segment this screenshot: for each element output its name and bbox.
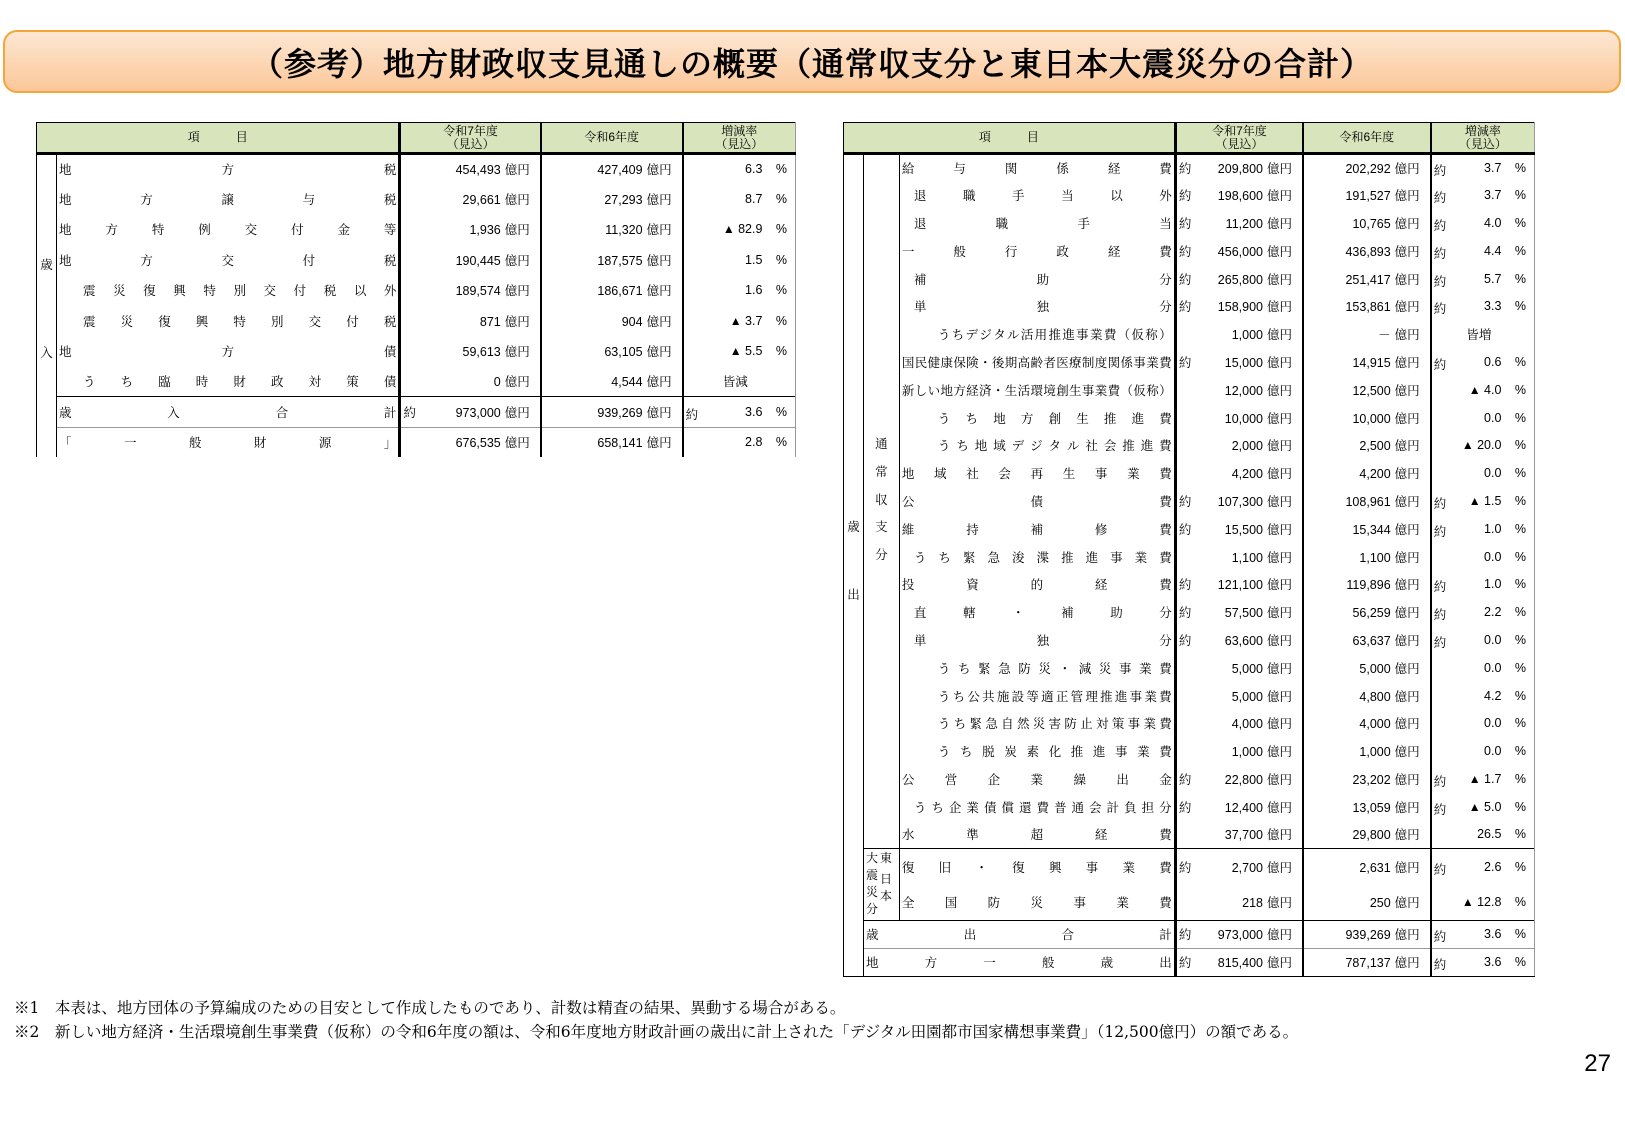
revenue-total-row — [37, 397, 796, 427]
item-label: 単 独 分 — [899, 626, 1175, 654]
header-item: 項 目 — [844, 123, 1176, 154]
table-row — [844, 209, 1535, 237]
rate-cell: 約 3.6 % — [1431, 948, 1535, 976]
r6-value: 4,544 億円 — [541, 366, 683, 396]
rate-cell: ▲ 12.8 % — [1431, 884, 1535, 920]
table-row — [844, 765, 1535, 793]
r7-value: 約 158,900 億円 — [1175, 292, 1303, 320]
table-row — [844, 237, 1535, 265]
r6-value: 4,800 億円 — [1303, 682, 1431, 710]
r7-value: 12,000 億円 — [1175, 376, 1303, 404]
r6-value: 14,915 億円 — [1303, 348, 1431, 376]
footnote-2: ※2 新しい地方経済・生活環境創生事業費（仮称）の令和6年度の額は、令和6年度地方財政計画の歳出に計上された「デジタル田園都市国家構想事業費」（12,500億円）の額である。 — [14, 1023, 1299, 1041]
r6-value: 2,500 億円 — [1303, 431, 1431, 459]
expenditure-section-label: 歳 出 — [844, 154, 864, 977]
r7-value: 59,613 億円 — [400, 336, 541, 366]
earthquake-budget-label: 大 震 災 分 東 日 本 — [863, 848, 899, 920]
table-row — [844, 682, 1535, 710]
table-row — [844, 487, 1535, 515]
table-row — [844, 737, 1535, 765]
item-label: 地 域 社 会 再 生 事 業 費 — [899, 459, 1175, 487]
rate-cell: 約 ▲ 5.0 % — [1431, 793, 1535, 821]
revenue-table — [36, 122, 796, 457]
rate-cell: 約 0.6 % — [1431, 348, 1535, 376]
r7-value: 190,445 億円 — [400, 245, 541, 275]
item-label: 地 方 交 付 税 — [56, 245, 399, 275]
rate-cell: 2.8 % — [683, 427, 796, 457]
item-label: 「 一 般 財 源 」 — [56, 427, 399, 457]
table-row — [844, 431, 1535, 459]
item-label: 震 災 復 興 特 別 交 付 税 — [56, 305, 399, 335]
rate-cell: 0.0 % — [1431, 404, 1535, 432]
r6-value: 10,000 億円 — [1303, 404, 1431, 432]
decrease-triangle-icon: ▲ — [1461, 438, 1478, 453]
r7-value: 約 107,300 億円 — [1175, 487, 1303, 515]
page-title: （参考）地方財政収支見通しの概要（通常収支分と東日本大震災分の合計） — [250, 44, 1373, 83]
rate-cell: 約 2.6 % — [1431, 848, 1535, 884]
r6-value: 4,200 億円 — [1303, 459, 1431, 487]
item-label: う ち 臨 時 財 政 対 策 債 — [56, 366, 399, 396]
r6-value: 119,896 億円 — [1303, 570, 1431, 598]
decrease-triangle-icon: ▲ — [1468, 771, 1485, 786]
table-row — [844, 181, 1535, 209]
regular-budget-label: 通 常 収 支 分 — [863, 154, 899, 849]
item-label: う ち 地 域 デ ジ タ ル 社 会 推 進 費 — [899, 431, 1175, 459]
r7-value: 約 12,400 億円 — [1175, 793, 1303, 821]
footnote-1: ※1 本表は、地方団体の予算編成のための目安として作成したものであり、計数は精査の結果、異動する場合がある。 — [14, 999, 846, 1017]
r7-value: 約 11,200 億円 — [1175, 209, 1303, 237]
table-row — [37, 154, 796, 184]
rate-cell: ▲ 3.7 % — [683, 305, 796, 335]
item-label: う ち 企 業 債 償 還 費 普 通 会 計 負 担 分 — [899, 793, 1175, 821]
item-label: う ち 公 共 施 設 等 適 正 管 理 推 進 事 業 費 — [899, 682, 1175, 710]
item-label: 公 営 企 業 繰 出 金 — [899, 765, 1175, 793]
table-row — [844, 543, 1535, 571]
item-label: う ち 緊 急 浚 渫 推 進 事 業 費 — [899, 543, 1175, 571]
rate-cell: 皆増 — [1431, 320, 1535, 348]
rate-cell: 約 3.6 % — [683, 397, 796, 427]
r7-value: 約 22,800 億円 — [1175, 765, 1303, 793]
header-r6: 令和6年度 — [1303, 123, 1431, 154]
r6-value: 202,292 億円 — [1303, 154, 1431, 182]
revenue-header-row — [37, 123, 796, 154]
r7-value: 1,100 億円 — [1175, 543, 1303, 571]
revenue-general-row — [37, 427, 796, 457]
table-row — [844, 821, 1535, 849]
rate-cell: 4.2 % — [1431, 682, 1535, 710]
item-label: 新 し い 地 方 経 済 ・ 生 活 環 境 創 生 事 業 費 （ 仮 称 ） — [899, 376, 1175, 404]
header-rate: 増減率 （見込） — [683, 123, 796, 154]
rate-cell: 約 3.6 % — [1431, 920, 1535, 948]
expenditure-table — [843, 122, 1535, 977]
item-label: 退 職 手 当 以 外 — [899, 181, 1175, 209]
r7-value: 676,535 億円 — [400, 427, 541, 457]
rate-cell: ▲ 20.0 % — [1431, 431, 1535, 459]
table-row — [844, 598, 1535, 626]
r6-value: 1,100 億円 — [1303, 543, 1431, 571]
item-label: う ち 脱 炭 素 化 推 進 事 業 費 — [899, 737, 1175, 765]
rate-cell: ▲ 5.5 % — [683, 336, 796, 366]
r6-value: 251,417 億円 — [1303, 265, 1431, 293]
item-label: 地 方 譲 与 税 — [56, 184, 399, 214]
rate-cell: 約 ▲ 1.7 % — [1431, 765, 1535, 793]
rate-cell: 26.5 % — [1431, 821, 1535, 849]
rate-cell: 約 1.0 % — [1431, 515, 1535, 543]
r6-value: － 億円 — [1303, 320, 1431, 348]
table-row — [844, 320, 1535, 348]
rate-cell: 約 3.3 % — [1431, 292, 1535, 320]
item-label: 維 持 補 修 費 — [899, 515, 1175, 543]
rate-cell: 0.0 % — [1431, 737, 1535, 765]
r6-value: 436,893 億円 — [1303, 237, 1431, 265]
item-label: 復 旧 ・ 復 興 事 業 費 — [899, 848, 1175, 884]
item-label: 直 轄 ・ 補 助 分 — [899, 598, 1175, 626]
rate-cell: 8.7 % — [683, 184, 796, 214]
table-row — [844, 626, 1535, 654]
item-label: 地 方 一 般 歳 出 — [863, 948, 1175, 976]
item-label: 歳 出 合 計 — [863, 920, 1175, 948]
rate-cell: 約 3.7 % — [1431, 181, 1535, 209]
r6-value: 27,293 億円 — [541, 184, 683, 214]
item-label: 退 職 手 当 — [899, 209, 1175, 237]
rate-cell: 0.0 % — [1431, 654, 1535, 682]
decrease-triangle-icon: ▲ — [1468, 799, 1485, 814]
r7-value: 0 億円 — [400, 366, 541, 396]
table-row — [37, 214, 796, 244]
header-rate: 増減率 （見込） — [1431, 123, 1535, 154]
r7-value: 1,936 億円 — [400, 214, 541, 244]
table-row — [37, 275, 796, 305]
table-row — [844, 654, 1535, 682]
header-r7: 令和7年度 （見込） — [400, 123, 541, 154]
table-row — [844, 154, 1535, 182]
rate-cell: 6.3 % — [683, 154, 796, 184]
table-row — [37, 305, 796, 335]
table-row — [844, 848, 1535, 884]
page-number: 27 — [1584, 1050, 1611, 1077]
expenditure-header-row — [844, 123, 1535, 154]
r6-value: 427,409 億円 — [541, 154, 683, 184]
item-label: 単 独 分 — [899, 292, 1175, 320]
rate-cell: 約 1.0 % — [1431, 570, 1535, 598]
spacer — [37, 397, 57, 427]
r7-value: 1,000 億円 — [1175, 737, 1303, 765]
r7-value: 10,000 億円 — [1175, 404, 1303, 432]
rate-cell: 0.0 % — [1431, 543, 1535, 571]
r7-value: 約 209,800 億円 — [1175, 154, 1303, 182]
item-label: 補 助 分 — [899, 265, 1175, 293]
r6-value: 15,344 億円 — [1303, 515, 1431, 543]
item-label: 地 方 特 例 交 付 金 等 — [56, 214, 399, 244]
revenue-section-label: 歳 入 — [37, 154, 57, 397]
rate-cell: 皆減 — [683, 366, 796, 396]
rate-cell: 1.5 % — [683, 245, 796, 275]
table-row — [844, 404, 1535, 432]
r7-value: 5,000 億円 — [1175, 654, 1303, 682]
r6-value: 23,202 億円 — [1303, 765, 1431, 793]
r6-value: 939,269 億円 — [541, 397, 683, 427]
decrease-triangle-icon: ▲ — [729, 313, 746, 328]
r7-value: 約 456,000 億円 — [1175, 237, 1303, 265]
r6-value: 658,141 億円 — [541, 427, 683, 457]
r6-value: 2,631 億円 — [1303, 848, 1431, 884]
table-row — [37, 366, 796, 396]
expenditure-total-row — [844, 920, 1535, 948]
table-row — [844, 884, 1535, 920]
item-label: 水 準 超 経 費 — [899, 821, 1175, 849]
r6-value: 250 億円 — [1303, 884, 1431, 920]
r6-value: 1,000 億円 — [1303, 737, 1431, 765]
title-banner — [3, 30, 1621, 93]
item-label: う ち 緊 急 防 災 ・ 減 災 事 業 費 — [899, 654, 1175, 682]
r7-value: 約 973,000 億円 — [1175, 920, 1303, 948]
item-label: 投 資 的 経 費 — [899, 570, 1175, 598]
r7-value: 4,200 億円 — [1175, 459, 1303, 487]
decrease-triangle-icon: ▲ — [729, 344, 746, 359]
item-label: 一 般 行 政 経 費 — [899, 237, 1175, 265]
r7-value: 約 15,500 億円 — [1175, 515, 1303, 543]
item-label: 国 民 健 康 保 険 ・ 後 期 高 齢 者 医 療 制 度 関 係 事 業 費 — [899, 348, 1175, 376]
item-label: 地 方 債 — [56, 336, 399, 366]
r7-value: 454,493 億円 — [400, 154, 541, 184]
table-row — [844, 292, 1535, 320]
decrease-triangle-icon: ▲ — [1468, 493, 1485, 508]
r7-value: 871 億円 — [400, 305, 541, 335]
rate-cell: 約 4.4 % — [1431, 237, 1535, 265]
rate-cell: 0.0 % — [1431, 459, 1535, 487]
rate-cell: 約 ▲ 1.5 % — [1431, 487, 1535, 515]
item-label: 給 与 関 係 経 費 — [899, 154, 1175, 182]
rate-cell: 約 2.2 % — [1431, 598, 1535, 626]
r7-value: 218 億円 — [1175, 884, 1303, 920]
table-row — [844, 348, 1535, 376]
r7-value: 約 973,000 億円 — [400, 397, 541, 427]
header-r7: 令和7年度 （見込） — [1175, 123, 1303, 154]
r6-value: 939,269 億円 — [1303, 920, 1431, 948]
decrease-triangle-icon: ▲ — [1461, 895, 1478, 910]
r6-value: 904 億円 — [541, 305, 683, 335]
rate-cell: 約 3.7 % — [1431, 154, 1535, 182]
r6-value: 4,000 億円 — [1303, 709, 1431, 737]
item-label: 震 災 復 興 特 別 交 付 税 以 外 — [56, 275, 399, 305]
r6-value: 187,575 億円 — [541, 245, 683, 275]
r6-value: 186,671 億円 — [541, 275, 683, 305]
r7-value: 2,000 億円 — [1175, 431, 1303, 459]
rate-cell: 1.6 % — [683, 275, 796, 305]
r7-value: 約 63,600 億円 — [1175, 626, 1303, 654]
table-row — [844, 376, 1535, 404]
rate-cell: 約 0.0 % — [1431, 626, 1535, 654]
table-row — [37, 184, 796, 214]
decrease-triangle-icon: ▲ — [722, 222, 739, 237]
item-label: う ち 緊 急 自 然 災 害 防 止 対 策 事 業 費 — [899, 709, 1175, 737]
r6-value: 63,637 億円 — [1303, 626, 1431, 654]
rate-cell: 約 4.0 % — [1431, 209, 1535, 237]
r6-value: 10,765 億円 — [1303, 209, 1431, 237]
r6-value: 191,527 億円 — [1303, 181, 1431, 209]
r7-value: 約 265,800 億円 — [1175, 265, 1303, 293]
header-item: 項 目 — [37, 123, 400, 154]
table-row — [844, 793, 1535, 821]
item-label: う ち 地 方 創 生 推 進 費 — [899, 404, 1175, 432]
r7-value: 約 15,000 億円 — [1175, 348, 1303, 376]
rate-cell: 約 5.7 % — [1431, 265, 1535, 293]
spacer — [37, 427, 57, 457]
item-label: 歳 入 合 計 — [56, 397, 399, 427]
r6-value: 108,961 億円 — [1303, 487, 1431, 515]
r7-value: 29,661 億円 — [400, 184, 541, 214]
item-label: 全 国 防 災 事 業 費 — [899, 884, 1175, 920]
r6-value: 153,861 億円 — [1303, 292, 1431, 320]
r7-value: 約 57,500 億円 — [1175, 598, 1303, 626]
r7-value: 5,000 億円 — [1175, 682, 1303, 710]
r6-value: 11,320 億円 — [541, 214, 683, 244]
item-label: 地 方 税 — [56, 154, 399, 184]
rate-cell: 0.0 % — [1431, 709, 1535, 737]
table-row — [844, 265, 1535, 293]
header-r6: 令和6年度 — [541, 123, 683, 154]
r6-value: 5,000 億円 — [1303, 654, 1431, 682]
table-row — [37, 245, 796, 275]
r6-value: 787,137 億円 — [1303, 948, 1431, 976]
r7-value: 189,574 億円 — [400, 275, 541, 305]
r7-value: 約 198,600 億円 — [1175, 181, 1303, 209]
r7-value: 約 815,400 億円 — [1175, 948, 1303, 976]
rate-cell: ▲ 4.0 % — [1431, 376, 1535, 404]
r6-value: 13,059 億円 — [1303, 793, 1431, 821]
r6-value: 63,105 億円 — [541, 336, 683, 366]
table-row — [844, 459, 1535, 487]
table-row — [844, 709, 1535, 737]
r7-value: 4,000 億円 — [1175, 709, 1303, 737]
r7-value: 1,000 億円 — [1175, 320, 1303, 348]
rate-cell: ▲ 82.9 % — [683, 214, 796, 244]
table-row — [844, 515, 1535, 543]
item-label: う ち デ ジ タ ル 活 用 推 進 事 業 費 （ 仮 称 ） — [899, 320, 1175, 348]
footnotes — [14, 996, 1298, 1044]
r6-value: 12,500 億円 — [1303, 376, 1431, 404]
r6-value: 29,800 億円 — [1303, 821, 1431, 849]
r7-value: 37,700 億円 — [1175, 821, 1303, 849]
decrease-triangle-icon: ▲ — [1468, 382, 1485, 397]
r7-value: 約 121,100 億円 — [1175, 570, 1303, 598]
table-row — [844, 570, 1535, 598]
r7-value: 約 2,700 億円 — [1175, 848, 1303, 884]
expenditure-general-row — [844, 948, 1535, 976]
r6-value: 56,259 億円 — [1303, 598, 1431, 626]
table-row — [37, 336, 796, 366]
item-label: 公 債 費 — [899, 487, 1175, 515]
